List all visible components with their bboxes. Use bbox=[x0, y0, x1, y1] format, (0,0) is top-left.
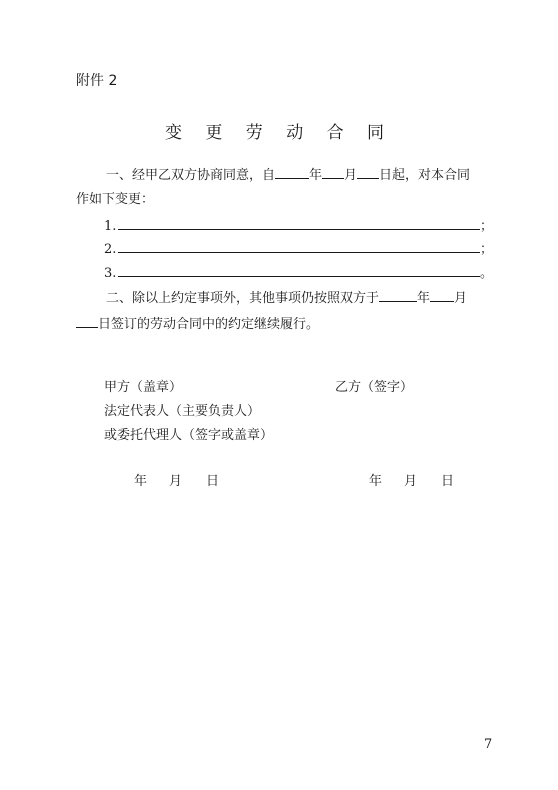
attachment-label: 附件 2 bbox=[76, 73, 118, 89]
legal-representative: 法定代表人（主要负责人） bbox=[104, 404, 261, 419]
month-blank[interactable] bbox=[322, 166, 344, 179]
document-title: 变 更 劳 动 合 同 bbox=[164, 123, 394, 143]
clause-1-intro: 一、经甲乙双方协商同意，自 bbox=[106, 168, 276, 183]
clause-1-line-2: 作如下变更： bbox=[76, 192, 155, 207]
item-number: 3. bbox=[104, 266, 117, 281]
month-blank[interactable] bbox=[430, 289, 454, 302]
month-label: 月 bbox=[344, 168, 358, 183]
party-b-signature: 乙方（签字） bbox=[335, 380, 414, 395]
month-label: 月 bbox=[454, 291, 468, 306]
year-blank[interactable] bbox=[379, 289, 417, 302]
party-a-month: 月 bbox=[169, 474, 183, 489]
page-number: 7 bbox=[484, 737, 493, 752]
year-label: 年 bbox=[417, 291, 431, 306]
change-item-1 bbox=[104, 217, 493, 235]
year-blank[interactable] bbox=[275, 166, 309, 179]
party-b-month: 月 bbox=[404, 474, 418, 489]
item-blank[interactable] bbox=[118, 264, 480, 277]
year-label: 年 bbox=[309, 168, 323, 183]
party-a-year: 年 bbox=[134, 474, 148, 489]
clause-2-line-1 bbox=[106, 289, 467, 307]
change-item-2 bbox=[104, 240, 493, 258]
authorized-agent: 或委托代理人（签字或盖章） bbox=[104, 428, 274, 443]
item-end-punct: 。 bbox=[480, 266, 494, 281]
item-blank[interactable] bbox=[118, 240, 480, 253]
party-b-year: 年 bbox=[369, 474, 383, 489]
day-blank[interactable] bbox=[357, 166, 379, 179]
party-a-seal: 甲方（盖章） bbox=[104, 380, 183, 395]
clause-2-cont: 日签订的劳动合同中的约定继续履行。 bbox=[98, 317, 320, 332]
clause-2-intro: 二、除以上约定事项外，其他事项仍按照双方于 bbox=[106, 291, 380, 306]
item-number: 1. bbox=[104, 219, 117, 234]
clause-1-line-1 bbox=[106, 166, 470, 184]
party-b-day: 日 bbox=[441, 474, 455, 489]
item-blank[interactable] bbox=[118, 217, 480, 230]
item-end-punct: ； bbox=[480, 219, 494, 234]
item-number: 2. bbox=[104, 242, 117, 257]
party-a-day: 日 bbox=[206, 474, 220, 489]
clause-2-line-2 bbox=[76, 315, 319, 333]
item-end-punct: ； bbox=[480, 242, 494, 257]
day-blank[interactable] bbox=[76, 315, 98, 328]
clause-1-day-suffix: 日起，对本合同 bbox=[379, 168, 471, 183]
change-item-3 bbox=[104, 264, 493, 282]
